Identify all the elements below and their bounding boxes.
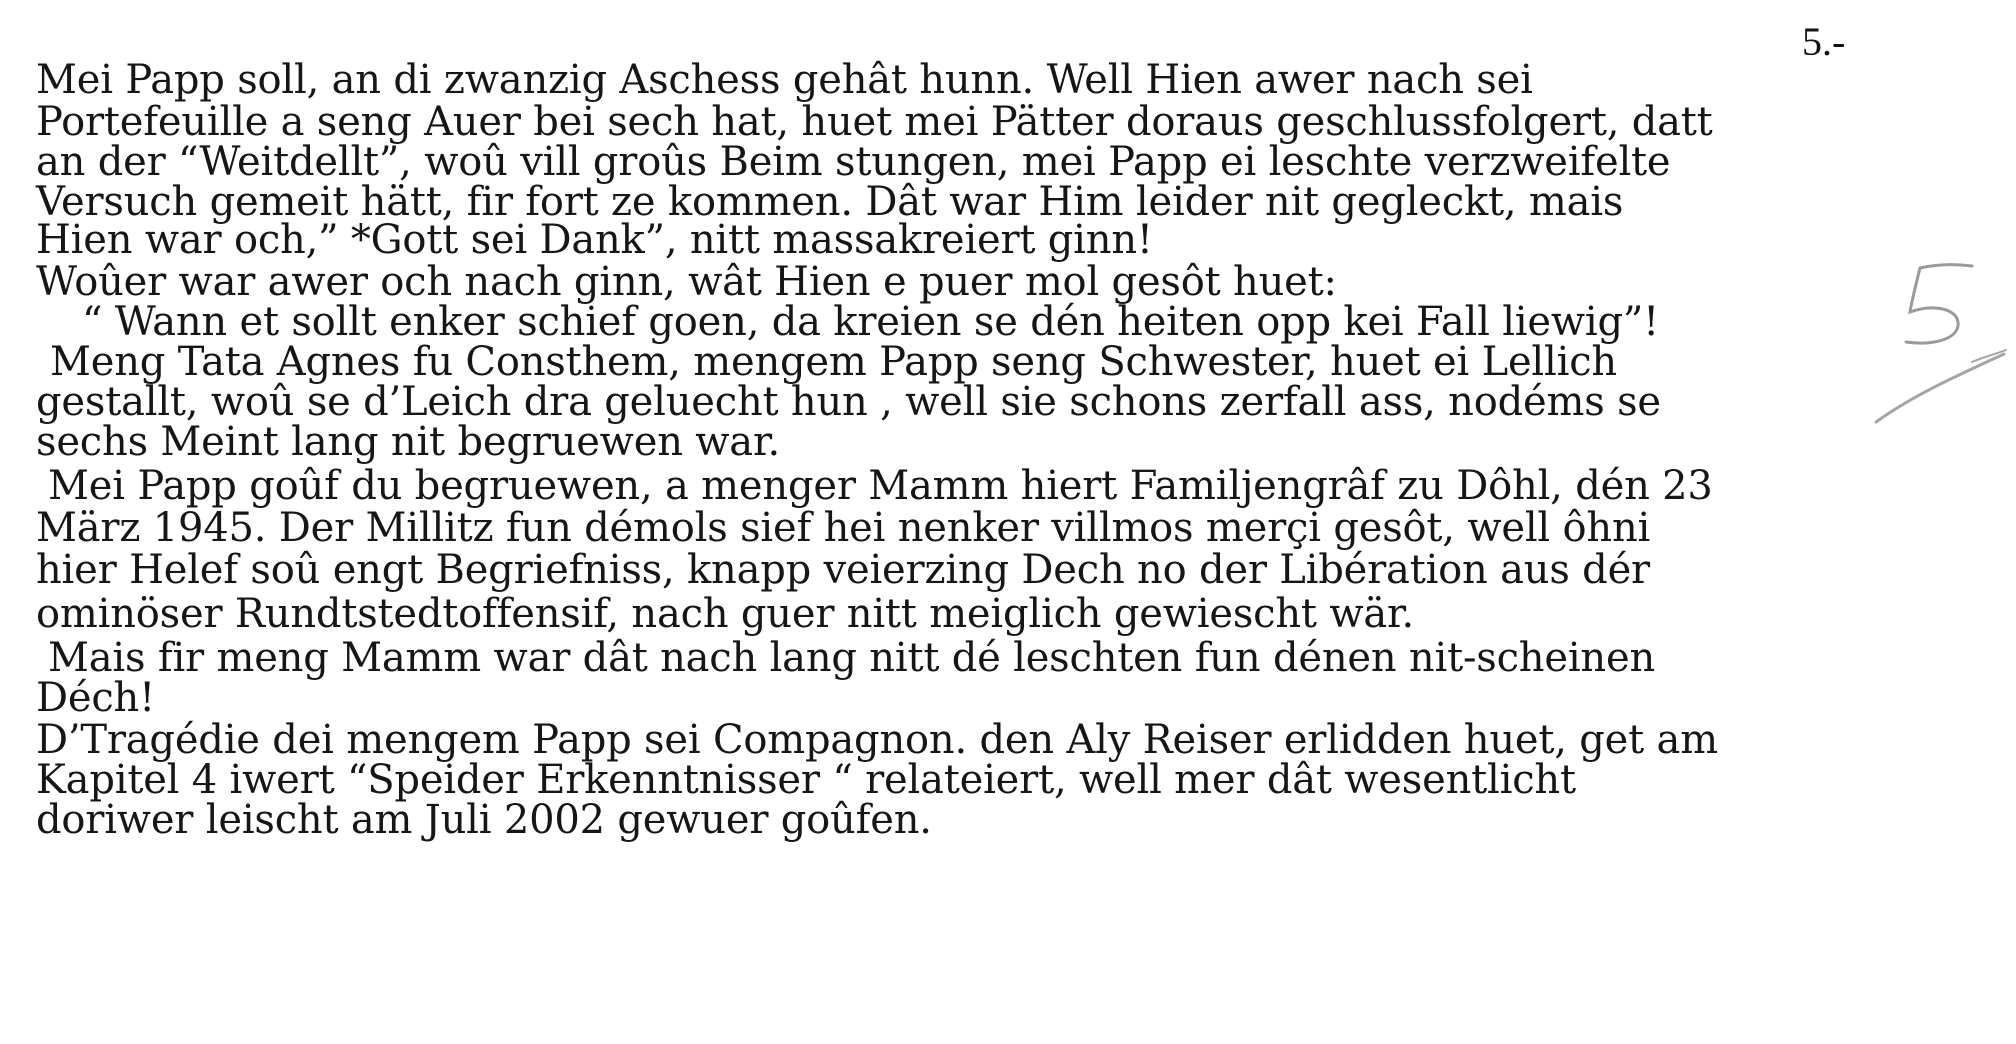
page-number: 5.- [1802, 19, 1846, 64]
text-line-2: Portefeuille a seng Auer bei sech hat, huet mei Pätter doraus geschlussfolgert, datt [36, 99, 1713, 145]
text-line-9: gestallt, woû se d’Leich dra geluecht hun , well sie schons zerfall ass, nodéms se [36, 379, 1661, 425]
text-line-8: Meng Tata Agnes fu Consthem, mengem Papp seng Schwester, huet ei Lellich [50, 339, 1617, 385]
text-line-15: Mais fir meng Mamm war dât nach lang nitt dé leschten fun dénen nit-scheinen [48, 635, 1656, 681]
text-line-16: Déch! [36, 675, 155, 721]
text-line-11: Mei Papp goûf du begruewen, a menger Mamm hiert Familjengrâf zu Dôhl, dén 23 [48, 463, 1713, 509]
text-line-5: Hien war och,” *Gott sei Dank”, nitt massakreiert ginn! [36, 217, 1153, 263]
text-line-10: sechs Meint lang nit begruewen war. [36, 419, 780, 465]
text-line-13: hier Helef soû engt Begriefniss, knapp veierzing Dech no der Libération aus dér [36, 547, 1650, 593]
text-line-14: ominöser Rundtstedtoffensif, nach guer nitt meiglich gewiescht wär. [36, 591, 1415, 637]
text-line-19: doriwer leischt am Juli 2002 gewuer goûfen. [36, 797, 932, 843]
text-line-17: D’Tragédie dei mengem Papp sei Compagnon. den Aly Reiser erlidden huet, get am [36, 717, 1718, 763]
text-line-6: Woûer war awer och nach ginn, wât Hien e puer mol gesôt huet: [36, 259, 1337, 305]
text-line-12: März 1945. Der Millitz fun démols sief hei nenker villmos merçi gesôt, well ôhni [36, 505, 1651, 551]
pencil-annotation-mark [1860, 250, 2010, 450]
text-line-7: “ Wann et sollt enker schief goen, da kreien se dén heiten opp kei Fall liewig”! [82, 299, 1660, 345]
text-line-3: an der “Weitdellt”, woû vill groûs Beim stungen, mei Papp ei leschte verzweifelte [36, 139, 1671, 185]
text-line-4: Versuch gemeit hätt, fir fort ze kommen. Dât war Him leider nit gegleckt, mais [36, 179, 1624, 225]
text-line-1: Mei Papp soll, an di zwanzig Aschess gehât hunn. Well Hien awer nach sei [36, 57, 1533, 103]
text-line-18: Kapitel 4 iwert “Speider Erkenntnisser “ relateiert, well mer dât wesentlicht [36, 757, 1576, 803]
